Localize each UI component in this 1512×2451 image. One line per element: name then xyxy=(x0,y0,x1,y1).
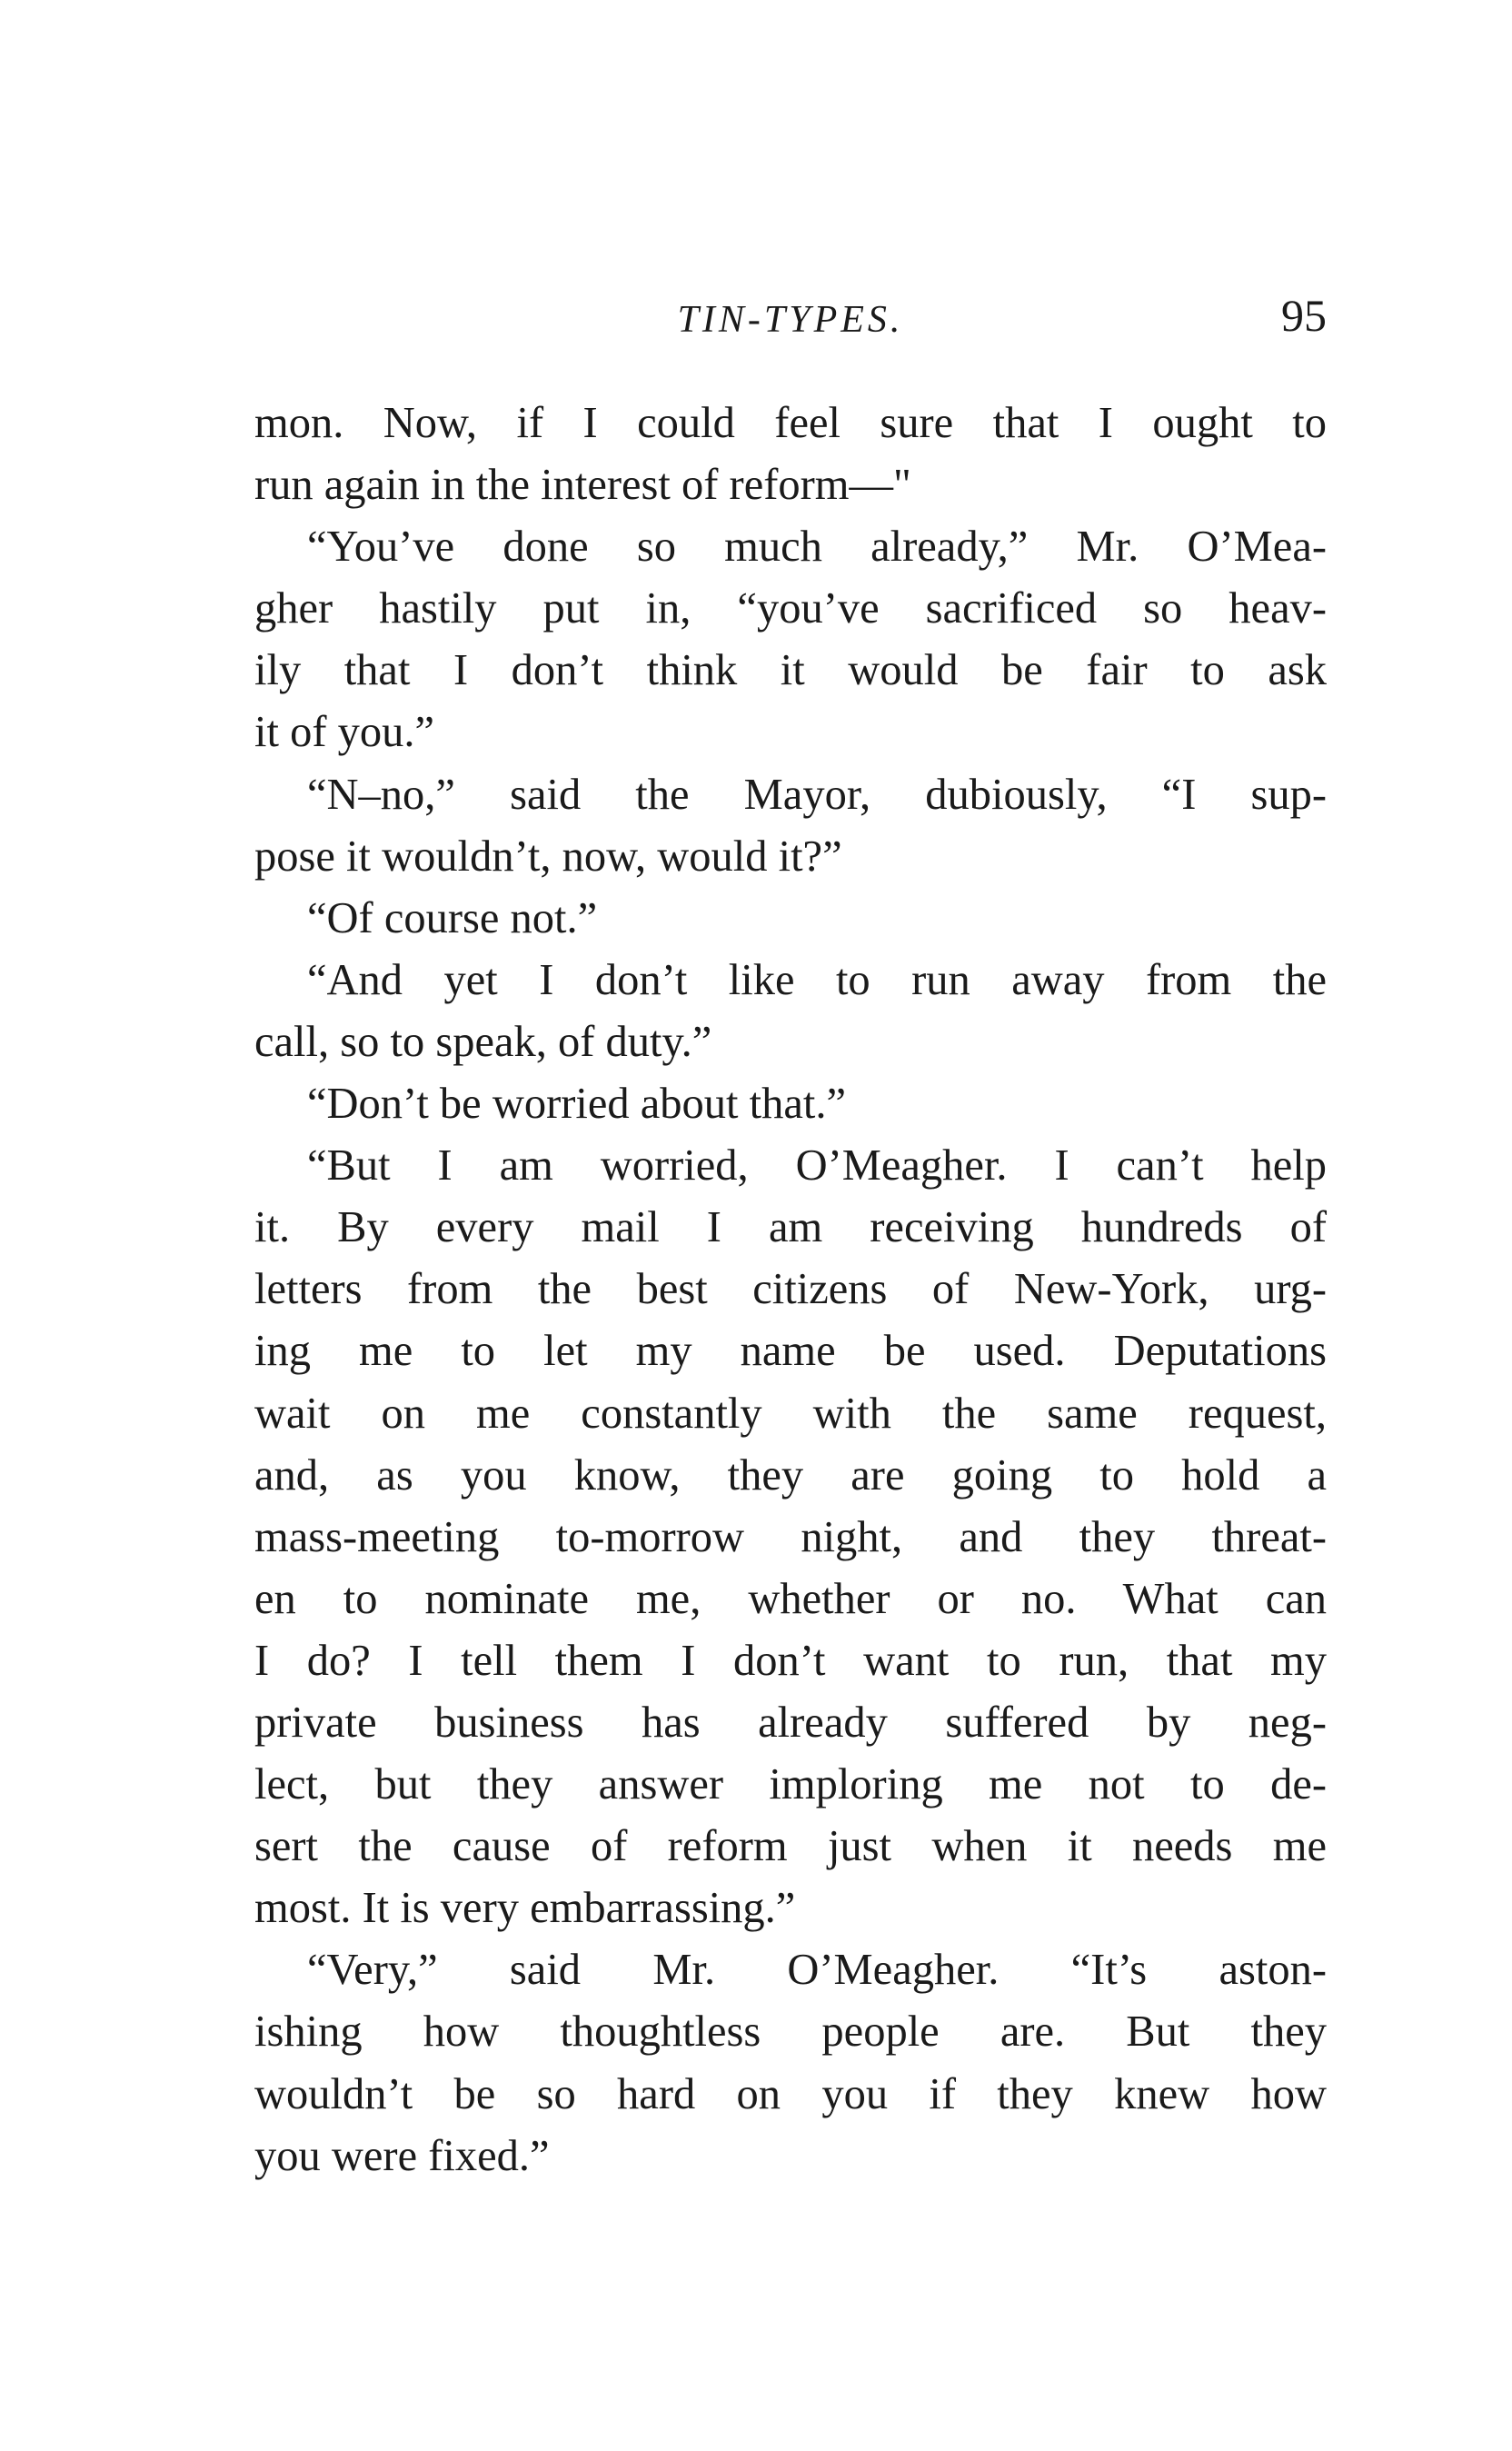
text-line: ishing how thoughtless people are. But they xyxy=(254,2008,1327,2057)
text-line: sert the cause of reform just when it needs me xyxy=(254,1822,1327,1871)
running-title: TIN-TYPES. xyxy=(677,299,904,341)
page-number: 95 xyxy=(1281,290,1327,341)
text-line: private business has already suffered by neg- xyxy=(254,1698,1327,1747)
text-line: pose it wouldn’t, now, would it?” xyxy=(254,832,842,881)
text-line: gher hastily put in, “you’ve sacrificed so heav- xyxy=(254,584,1327,633)
body-text xyxy=(254,393,1327,2187)
text-line: “Very,” said Mr. O’Meagher. “It’s aston- xyxy=(307,1946,1327,1995)
text-line: I do? I tell them I don’t want to run, that my xyxy=(254,1636,1327,1685)
text-line: lect, but they answer imploring me not to de- xyxy=(254,1760,1327,1809)
text-line: ing me to let my name be used. Deputations xyxy=(254,1327,1327,1376)
text-line: wait on me constantly with the same request, xyxy=(254,1389,1327,1438)
text-line: “You’ve done so much already,” Mr. O’Mea- xyxy=(307,523,1327,572)
text-line: “Of course not.” xyxy=(307,893,598,942)
text-line: ily that I don’t think it would be fair to ask xyxy=(254,646,1327,695)
text-line: “And yet I don’t like to run away from the xyxy=(307,955,1327,1004)
text-line: mass-meeting to-morrow night, and they threat- xyxy=(254,1512,1327,1561)
text-line: it of you.” xyxy=(254,708,435,757)
text-line: it. By every mail I am receiving hundreds of xyxy=(254,1203,1327,1252)
text-line: most. It is very embarrassing.” xyxy=(254,1884,796,1933)
text-line: “Don’t be worried about that.” xyxy=(307,1080,847,1129)
text-line: wouldn’t be so hard on you if they knew how xyxy=(254,2069,1327,2118)
text-line: “N–no,” said the Mayor, dubiously, “I sup- xyxy=(307,770,1327,819)
text-line: “But I am worried, O’Meagher. I can’t help xyxy=(307,1141,1327,1191)
text-line: mon. Now, if I could feel sure that I ought to xyxy=(254,399,1327,447)
text-line: you were fixed.” xyxy=(254,2131,550,2180)
running-head xyxy=(254,289,1327,353)
text-line: letters from the best citizens of New-York, urg- xyxy=(254,1265,1327,1314)
text-line: call, so to speak, of duty.” xyxy=(254,1017,712,1066)
text-line: and, as you know, they are going to hold a xyxy=(254,1450,1327,1499)
text-line: en to nominate me, whether or no. What can xyxy=(254,1574,1327,1623)
text-line: run again in the interest of reform—" xyxy=(254,461,911,510)
